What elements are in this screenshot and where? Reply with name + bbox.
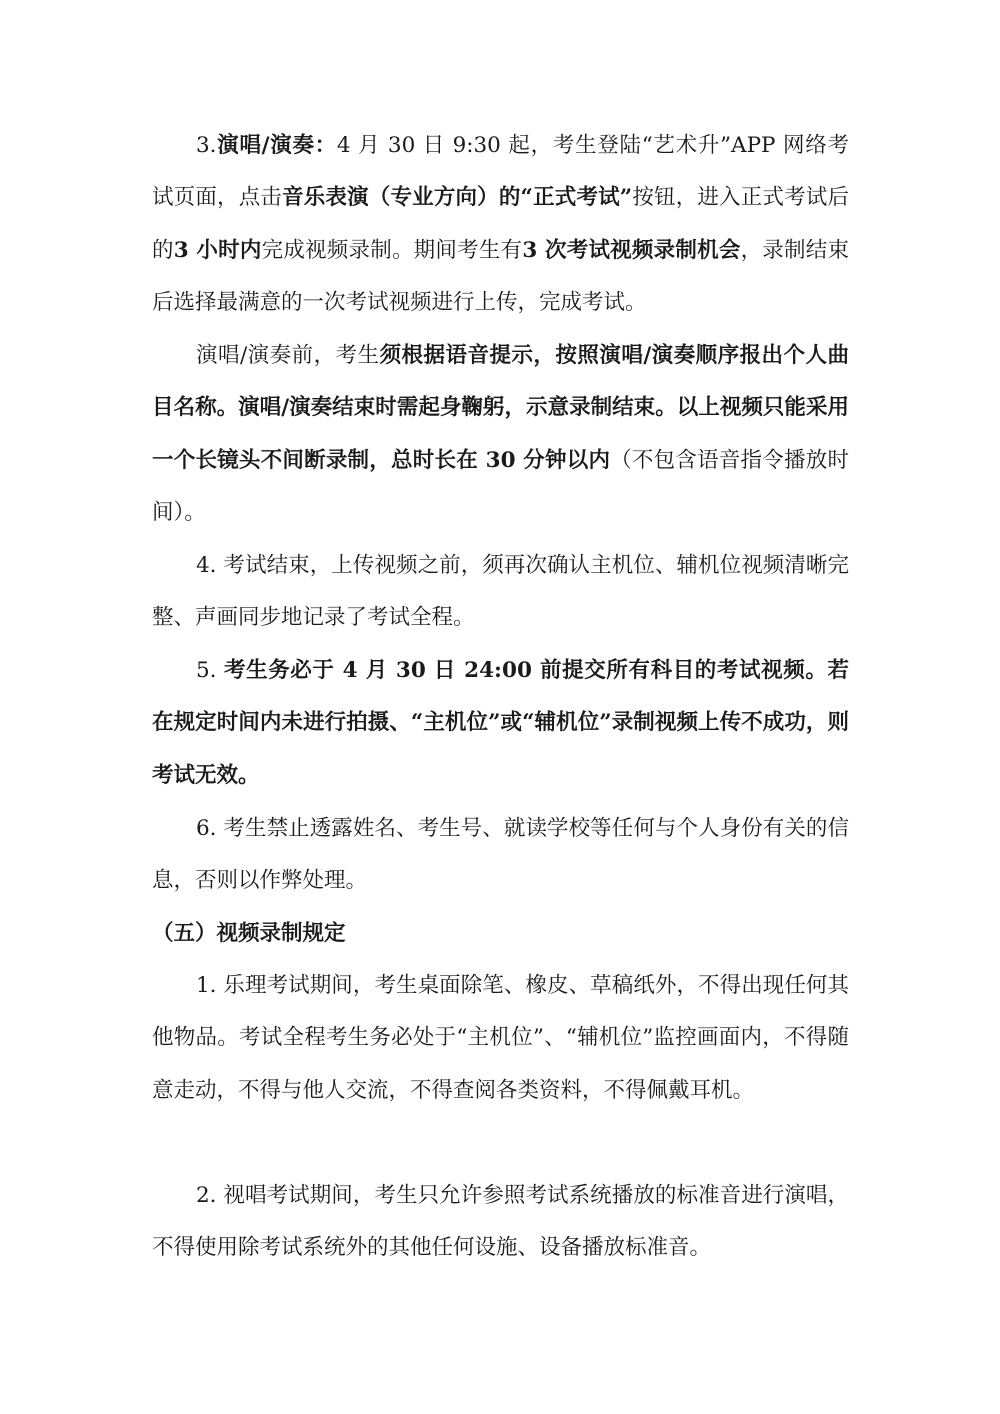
text-segment-bold: 音乐表演（专业方向）的“正式考试”	[282, 185, 633, 211]
paragraph-before-performance	[152, 330, 849, 540]
text-segment: 演唱/演奏前，考生	[196, 343, 380, 368]
text-segment: 完成视频录制。期间考生有	[261, 237, 523, 263]
text-segment: 2. 视唱考试期间，考生只允许参照考试系统播放的标准音进行演唱，不得使用除考试系统外的其他任何设施、设备播放标准音。	[152, 1183, 849, 1261]
text-segment: 5.	[196, 658, 224, 683]
section-heading	[152, 908, 849, 960]
text-segment-bold: 演唱/演奏：	[216, 133, 337, 158]
text-segment-bold: 考生务必于 4 月 30 日 24:00 前提交所有科目的考试视频。若在规定时间内未进行拍摄、“主机位”或“辅机位”录制视频上传不成功，则考试无效。	[152, 658, 849, 788]
text-segment: 1. 乐理考试期间，考生桌面除笔、橡皮、草稿纸外，不得出现任何其他物品。考试全程考生务必处于“主机位”、“辅机位”监控画面内，不得随意走动，不得与他人交流，不得查阅各类资料，不得佩戴耳机。	[152, 973, 849, 1103]
paragraph-performance	[152, 120, 849, 330]
paragraph-sight-singing	[152, 1170, 849, 1275]
text-segment: 6. 考生禁止透露姓名、考生号、就读学校等任何与个人身份有关的信息，否则以作弊处理。	[152, 816, 849, 894]
paragraph-deadline	[152, 645, 849, 802]
paragraph-privacy	[152, 803, 849, 908]
text-segment-bold: 3 次考试视频录制机会	[522, 237, 741, 263]
text-segment: 4. 考试结束，上传视频之前，须再次确认主机位、辅机位视频清晰完整、声画同步地记录了考试全程。	[152, 553, 849, 631]
heading-text: （五）视频录制规定	[152, 921, 346, 946]
text-segment: 3.	[196, 133, 217, 158]
paragraph-exam-end	[152, 540, 849, 645]
text-segment-bold: 须根据语音提示，按照演唱/演奏顺序报出个人曲目名称。演唱/演奏结束时需起身鞠躬，示意录制结束。以上视频只能采用一个长镜头不间断录制，总时长在 30 分钟以内	[152, 343, 849, 473]
paragraph-theory-exam	[152, 960, 849, 1117]
text-segment: 4 月 30 日 9:30 起，考生登陆“艺术升”APP 网络考试页面，点击	[152, 133, 849, 211]
text-segment: （不包含语音指令播放时间）。	[152, 447, 849, 526]
text-segment: 按钮，进入正式考试后的	[152, 185, 849, 263]
text-segment-bold: 3 小时内	[173, 237, 262, 263]
text-segment: ，录制结束后选择最满意的一次考试视频进行上传，完成考试。	[152, 237, 849, 316]
